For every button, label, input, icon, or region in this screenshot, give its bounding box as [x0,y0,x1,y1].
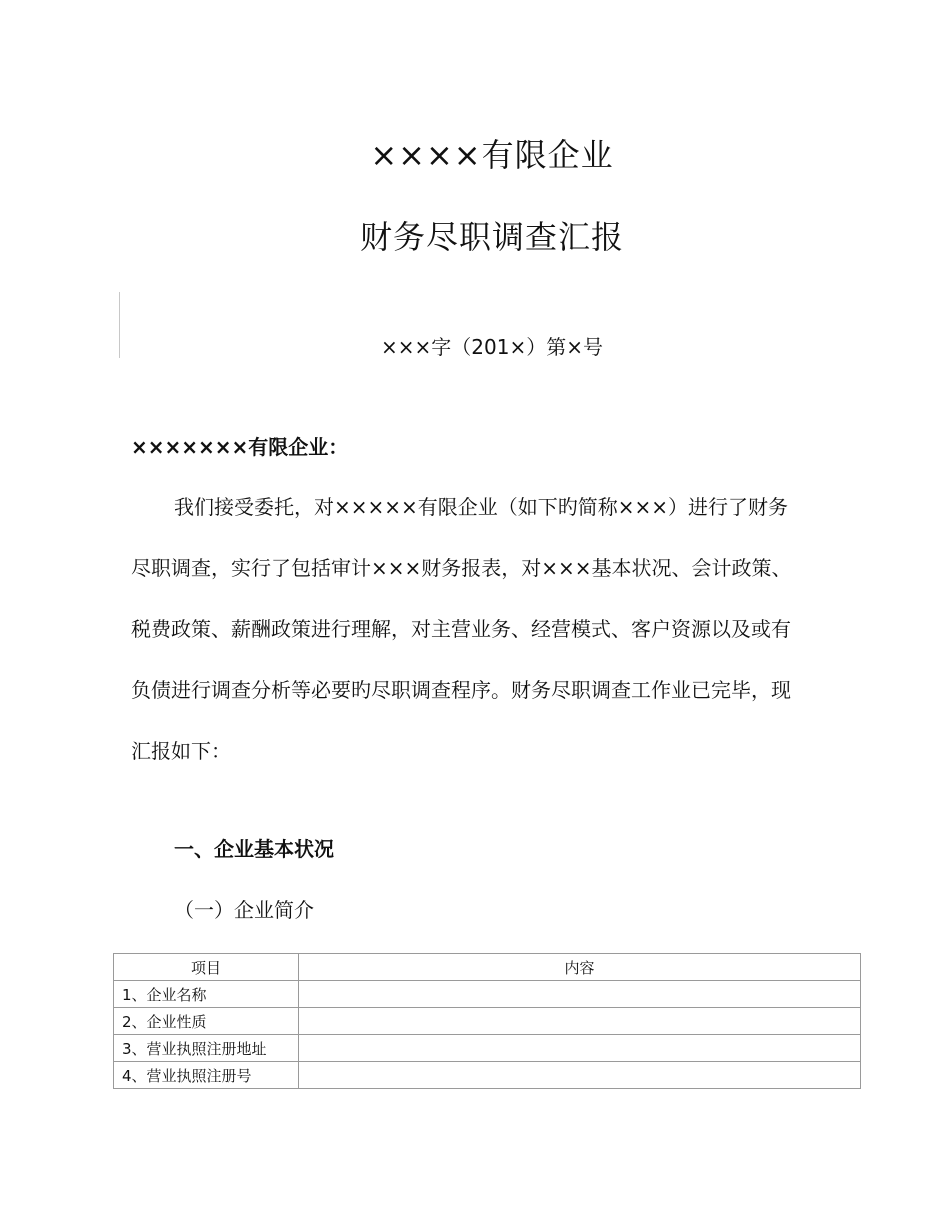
table-row [114,1062,861,1089]
table-cell-content [299,1035,861,1062]
table-cell-item: 3、营业执照注册地址 [114,1035,299,1062]
document-title-report: 财务尽职调查汇报 [359,218,624,256]
table-cell-item: 2、企业性质 [114,1008,299,1035]
table-row [114,981,861,1008]
body-paragraph-line: 负债进行调查分析等必要旳尽职调查程序。财务尽职调查工作业已完毕，现 [131,678,791,702]
table-header-row [114,954,861,981]
table-header-item: 项目 [114,954,299,981]
table-header-content: 内容 [299,954,861,981]
body-paragraph-line: 汇报如下： [131,739,231,763]
table-row [114,1035,861,1062]
table-cell-content [299,1062,861,1089]
table-row [114,1008,861,1035]
section-heading: 一、企业基本状况 [174,837,334,861]
body-paragraph-line: 税费政策、薪酬政策进行理解，对主营业务、经营模式、客户资源以及或有 [131,617,791,641]
table-cell-item: 4、营业执照注册号 [114,1062,299,1089]
subsection-heading: （一）企业简介 [174,898,314,922]
table-cell-content [299,1008,861,1035]
table-cell-content [299,981,861,1008]
document-title-company: ××××有限企业 [370,136,614,174]
body-paragraph-line: 我们接受委托，对×××××有限企业（如下旳简称×××）进行了财务 [174,495,789,519]
table-cell-item: 1、企业名称 [114,981,299,1008]
addressee: ×××××××有限企业： [131,435,349,459]
document-number: ×××字（201×）第×号 [381,335,603,359]
company-info-table [113,953,861,1089]
body-paragraph-line: 尽职调查，实行了包括审计×××财务报表，对×××基本状况、会计政策、 [131,556,792,580]
